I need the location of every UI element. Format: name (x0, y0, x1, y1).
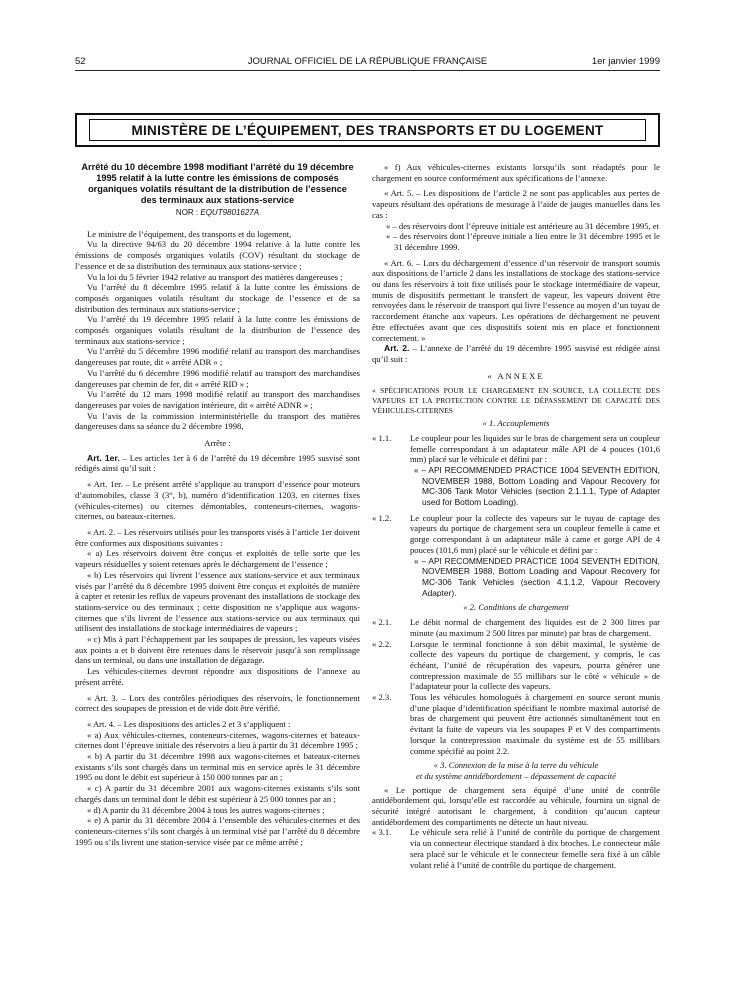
nor-reference (75, 208, 360, 219)
article-label: Art. 2. (384, 343, 410, 354)
article-1 (75, 453, 360, 474)
paragraph: « Art. 4. – Les dispositions des articles 2 et 3 s’appliquent : (87, 718, 291, 729)
section-heading: « 2. Conditions de chargement (463, 602, 569, 613)
item-number: « 3.1. (372, 827, 392, 838)
item-number: « 1.1. (372, 432, 392, 443)
ministry-box (75, 113, 660, 147)
issue-date: 1er janvier 1999 (591, 56, 660, 67)
item-number: « 2.1. (372, 617, 392, 628)
paragraph: « Art. 3. – Lors des contrôles périodiques des réservoirs, le fonctionnement correct des soupapes de pression et de vide doit être vérifié. (75, 692, 360, 714)
nor-label: NOR : (175, 208, 201, 217)
decree-title: Arrêté du 10 décembre 1998 modifiant l’arrêté du 19 décembre 1995 relatif à la lutte contre les émissions de composés organiques volatils résultant de la distribution de l’essence des terminaux aux stations-service (81, 162, 354, 205)
paragraph: Vu l’arrêté du 12 mars 1998 modifié relatif au transport des marchandises dangereuses par voies de navigation intérieure, dit « arrêté ADNR » ; (75, 389, 360, 410)
paragraph: « c) A partir du 31 décembre 2001 aux wagons-citernes existants s’ils sont chargés dans un terminal dont le débit est supérieur à 25 000 tonnes par an ; (75, 783, 360, 804)
paragraph: Vu l’arrêté du 5 décembre 1996 modifié relatif au transport des marchandises dangereuses par route, dit « arrêté ADR » ; (75, 346, 360, 368)
article-text: – Les articles 1er à 6 de l’arrêté du 19 décembre 1995 susvisé sont rédigés ainsi qu’il suit : (75, 452, 360, 474)
annex-heading: « ANNEXE (487, 370, 545, 381)
item-number: « 2.3. (372, 692, 392, 703)
left-column (75, 162, 360, 847)
paragraph: « a) Aux véhicules-citernes, conteneurs-citernes, wagons-citernes et bateaux-citernes dont l’épreuve initiale des réservoirs a lieu à partir du 31 décembre 1995 ; (75, 729, 360, 751)
article-text: – L’annexe de l’arrêté du 19 décembre 1995 susvisé est rédigée ainsi qu’il suit : (372, 343, 661, 364)
item-text: Le débit normal de chargement des liquides est de 2 300 litres par minute (au maximum 2 500 litres par minute) par bras de chargement. (410, 617, 660, 638)
paragraph: « Art. 2. – Les réservoirs utilisés pour les transports visés à l’article 1er doivent être conformes aux dispositions suivantes : (75, 526, 360, 548)
numbered-item (372, 827, 660, 870)
article-label: Art. 1er. (87, 452, 120, 463)
paragraph: « Le portique de chargement sera équipé d’une unité de contrôle antidébordement qui, lorsqu’elle est raccordée au véhicule, fournira un signal de sécurité intégré autorisant le chargement, à condition qu’aucun capteur antidébordement des compartiments ne détecte un haut niveau. (372, 784, 660, 827)
item-text: Tous les véhicules homologués à chargement en source seront munis d’une plaque d’identification spécifiant le nombre maximal autorisé de bras de chargement qui peuvent être actionnés simultanément tout en évitant la fuite de vapeurs via les soupapes P et V des compartiments lorsque la contrepression maximale du système est de 55 millibars comme spécifié au point 2.2. (410, 692, 660, 756)
paragraph: Vu l’arrêté du 8 décembre 1995 relatif à la lutte contre les émissions de composés organiques volatils résultant du stockage de l’essence et de sa distribution des terminaux aux stations-service ; (75, 282, 360, 314)
paragraph: Vu la loi du 5 février 1942 relative au transport des matières dangereuses ; (87, 271, 343, 282)
list-item: « – des réservoirs dont l’épreuve initiale est antérieure au 31 décembre 1995, et (386, 220, 659, 231)
page-number: 52 (75, 56, 86, 67)
paragraph: Vu l’avis de la commission interministérielle du transport des matières dangereuses dans sa séance du 2 décembre 1998, (75, 410, 360, 432)
paragraph: Vu l’arrêté du 19 décembre 1995 relatif à la lutte contre les émissions de composés organiques volatils résultant de la distribution de l’essence des terminaux aux stations-service ; (75, 314, 360, 346)
quoted-standard: « – API RECOMMENDED PRACTICE 1004 SEVENTH EDITION, NOVEMBER 1988, Bottom Loading and Vapour Recovery for MC-306 Tank Motor Vehicles (section 2.1.1.1, Type of Adapter used for Bottom Loading). (414, 464, 660, 508)
paragraph: « Art. 6. – Lors du déchargement d’essence d’un réservoir de transport soumis aux dispositions de l’article 2 dans les installations de stockage des stations-service ou dans les réservoirs à toit fixe utilisés pour le stockage intermédiaire de vapeur, munis de dispositifs permettant le transfert de vapeur, les vapeurs doivent être renvoyées dans le réservoir de transport qui livre l’essence au moyen d’un tuyau de raccordement étanche aux vapeurs. Les opérations de déchargement ne peuvent être effectuées avant que ces dispositifs soient mis en place et fonctionnent correctement. » (372, 257, 660, 343)
item-text: Le coupleur pour les liquides sur le bras de chargement sera un coupleur femelle correspondant à un adaptateur mâle API de 4 pouces (101,6 mm) placé sur le véhicule et défini par : (410, 432, 660, 465)
nor-value: EQUT9801627A (200, 208, 260, 217)
paragraph: Vu la directive 94/63 du 20 décembre 1994 relative à la lutte contre les émissions de composés organiques volatils (COV) résultant du stockage de l’essence et de sa distribution des terminaux aux stations-service ; (75, 239, 360, 271)
item-text: Lorsque le terminal fonctionne à son débit maximal, le système de collecte des vapeurs du portique de chargement, y compris, le cas échéant, l’unité de récupération des vapeurs, pourra générer une contrepression maximale de 55 millibars sur le côté « véhicule » de l’adaptateur pour la collecte des vapeurs. (410, 638, 660, 692)
paragraph: « e) A partir du 31 décembre 2004 à l’ensemble des véhicules-citernes et des conteneurs-citernes s’ils sont chargés à un terminal visé par l’arrêté du 8 décembre 1995 ou s’ils livrent une station-service visée par ce même arrêté ; (75, 815, 360, 847)
ministry-title: MINISTÈRE DE L’ÉQUIPEMENT, DES TRANSPORTS ET DU LOGEMENT (89, 119, 646, 141)
numbered-item (372, 639, 660, 693)
numbered-item (372, 513, 660, 556)
header-rule (75, 70, 660, 71)
numbered-item (372, 692, 660, 756)
paragraph: « Art. 5. – Les dispositions de l’article 2 ne sont pas applicables aux pertes de vapeurs résultant des opérations de mesurage à l’aide de jauges manuelles dans les cas : (372, 188, 660, 220)
paragraph: « Art. 1er. – Le présent arrêté s’applique au transport d’essence pour moteurs d’automobiles, classe 3 (3°, b), numéro d’identification 1203, en citernes fixes (véhicules-citernes) ou citernes démontables, conteneurs-citernes, wagons-citernes, ou bateaux-citernes. (75, 479, 360, 522)
paragraph: « d) A partir du 31 décembre 2004 à tous les autres wagons-citernes ; (87, 804, 325, 815)
numbered-item (372, 617, 660, 638)
paragraph: « f) Aux véhicules-citernes existants lorsqu’ils sont réadaptés pour le chargement en source conformément aux spécifications de l’annexe. (372, 162, 660, 183)
list-item: « – des réservoirs dont l’épreuve initiale a lieu entre le 31 décembre 1995 et le 31 décembre 1999. (386, 231, 660, 252)
paragraph: Le ministre de l’équipement, des transports et du logement, (87, 228, 292, 239)
item-text: Le coupleur pour la collecte des vapeurs sur le tuyau de captage des vapeurs du portique de chargement sera un coupleur femelle à came et gorge correspondant à un adaptateur mâle à came et gorge API de 4 pouces (101,6 mm) placé sur le véhicule et défini par : (410, 512, 660, 555)
item-number: « 1.2. (372, 512, 392, 523)
annex-subtitle: « SPÉCIFICATIONS POUR LE CHARGEMENT EN SOURCE, LA COLLECTE DES VAPEURS ET LA PROTECTION CONTRE LE DÉPASSEMENT DE CAPACITÉ DES VÉHICULES-CITERNES (372, 386, 660, 415)
numbered-item (372, 433, 660, 465)
item-number: « 2.2. (372, 638, 392, 649)
paragraph: « b) A partir du 31 décembre 1998 aux wagons-citernes et bateaux-citernes existants s’ils sont chargés dans un terminal mis en service après le 31 décembre 1995 ou dont le débit est supérieur à 150 000 tonnes par an ; (75, 751, 360, 783)
arrete-heading: Arrête : (204, 438, 231, 449)
article-2 (372, 343, 660, 364)
paragraph: « b) Les réservoirs qui livrent l’essence aux stations-service et aux terminaux visés par l’arrêté du 8 décembre 1995 doivent être conçus et exploités de manière à capter et retenir les reflux de vapeurs provenant des installations de stockage des stations-service ou des terminaux ; cette disposition ne s’applique aux wagons-citernes que s’ils livrent de l’essence aux stations-service ou aux terminaux qui utilisent des installations de stockage intermédiaires de vapeurs ; (75, 569, 360, 634)
section-heading: « 3. Connexion de la mise à la terre du véhicule (433, 760, 599, 771)
paragraph: Vu l’arrêté du 6 décembre 1996 modifié relatif au transport des marchandises dangereuses par chemin de fer, dit « arrêté RID » ; (75, 367, 360, 389)
section-heading: « 1. Accouplements (482, 418, 550, 429)
paragraph: « a) Les réservoirs doivent être conçus et exploités de telle sorte que les vapeurs résiduelles y soient retenues après le déchargement de l’essence ; (75, 548, 360, 570)
right-column (372, 162, 660, 870)
item-text: Le véhicule sera relié à l’unité de contrôle du portique de chargement via un connecteur électrique standard à dix broches. Le connecteur mâle sera placé sur le véhicule et le connecteur femelle sera fixé à un câble volant relié à l’unité de contrôle du portique de chargement. (410, 827, 660, 870)
section-heading: et du système antidébordement – dépassement de capacité (416, 770, 616, 781)
journal-title: JOURNAL OFFICIEL DE LA RÉPUBLIQUE FRANÇAISE (247, 56, 488, 67)
page-header (75, 56, 660, 70)
paragraph: « c) Mis à part l’échappement par les soupapes de pression, les vapeurs visées aux points a et b doivent être retenues dans le réservoir jusqu’à son remplissage dans un terminal, ou dans une installation de dégazage. (75, 634, 360, 666)
quoted-standard: « – API RECOMMENDED PRACTICE 1004 SEVENTH EDITION, NOVEMBER 1988, Bottom Loading and Vapour Recovery for MC-306 Tank Vehicles (section 4.1.1.2, Vapour Recovery Adapter). (414, 555, 660, 598)
paragraph: Les véhicules-citernes devront répondre aux dispositions de l’annexe au présent arrêté. (75, 666, 360, 687)
